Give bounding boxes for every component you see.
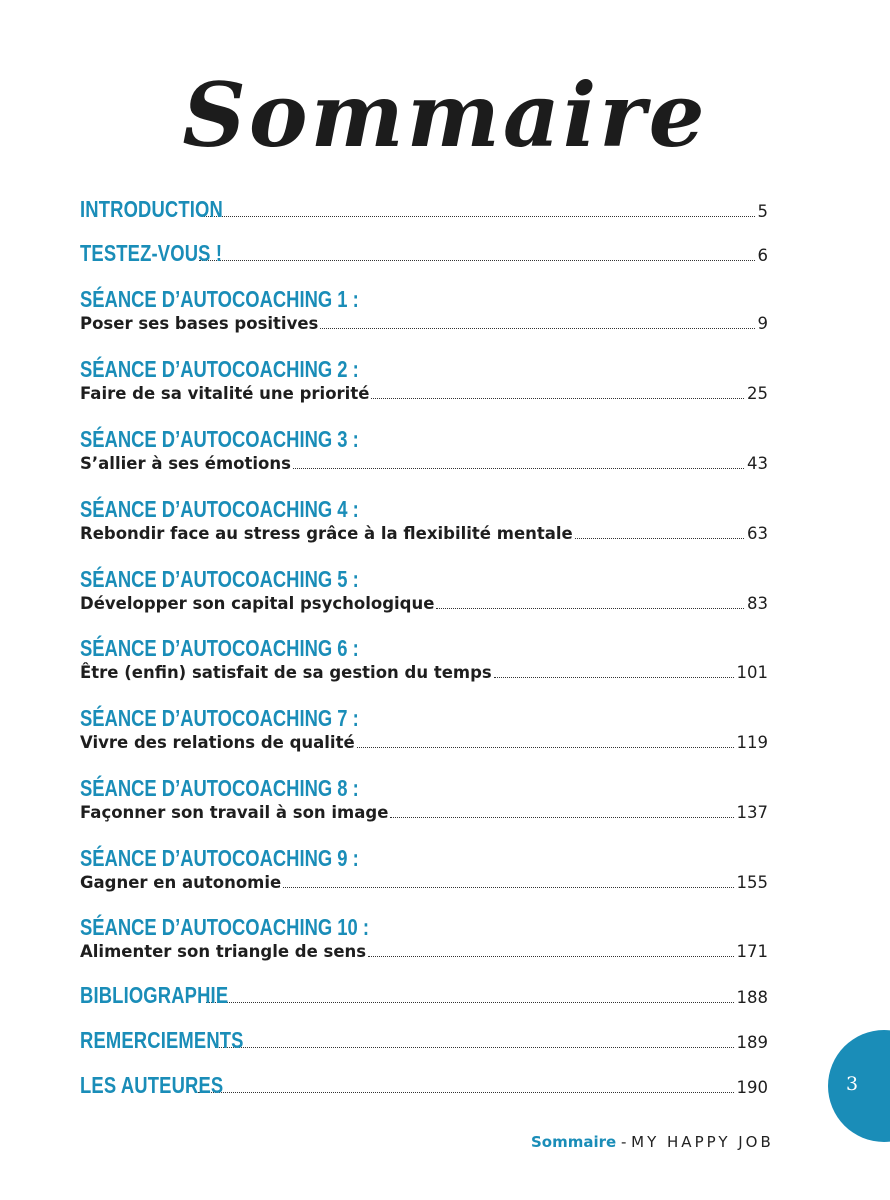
toc-page-number: 5 (757, 202, 768, 221)
session-heading: SÉANCE D’AUTOCOACHING 3 : (80, 426, 359, 452)
session-title: Poser ses bases positives (80, 314, 319, 333)
page-title: Sommaire (182, 63, 708, 167)
toc-page-number: 171 (736, 942, 768, 961)
toc-label: TESTEZ-VOUS ! (80, 240, 223, 266)
toc-leader (436, 608, 744, 609)
toc-page-number: 137 (736, 803, 768, 822)
toc-leader (198, 1092, 734, 1093)
toc-entry-session-7[interactable] (80, 703, 768, 753)
toc-page-number: 83 (747, 594, 768, 613)
toc-page-number: 190 (736, 1078, 768, 1097)
session-heading: SÉANCE D’AUTOCOACHING 6 : (80, 635, 359, 661)
toc-label: BIBLIOGRAPHIE (80, 982, 229, 1008)
toc-entry-session-1[interactable] (80, 284, 768, 334)
session-heading: SÉANCE D’AUTOCOACHING 10 : (80, 914, 369, 940)
session-title: Rebondir face au stress grâce à la flexibilité mentale (80, 524, 573, 543)
toc-leader (293, 468, 744, 469)
toc-leader (390, 817, 733, 818)
session-title: Vivre des relations de qualité (80, 733, 355, 752)
toc-leader (215, 1047, 734, 1048)
toc-page-number: 188 (736, 988, 768, 1007)
toc-entry-session-4[interactable] (80, 494, 768, 544)
session-heading: SÉANCE D’AUTOCOACHING 1 : (80, 286, 359, 312)
toc-page-number: 63 (747, 524, 768, 543)
toc-entry-session-6[interactable] (80, 633, 768, 683)
running-footer (531, 1133, 774, 1151)
toc-leader (371, 398, 744, 399)
toc-leader (320, 328, 754, 329)
session-title: Développer son capital psychologique (80, 594, 435, 613)
toc-page-number: 9 (757, 314, 768, 333)
toc-leader (283, 887, 733, 888)
toc-entry-session-8[interactable] (80, 773, 768, 823)
toc-entry-les-auteures[interactable] (80, 1072, 768, 1099)
footer-book-title: MY HAPPY JOB (631, 1133, 774, 1151)
toc-entry-session-3[interactable] (80, 424, 768, 474)
toc-leader (206, 1002, 734, 1003)
session-heading: SÉANCE D’AUTOCOACHING 2 : (80, 356, 359, 382)
session-heading: SÉANCE D’AUTOCOACHING 8 : (80, 775, 359, 801)
toc-entry-introduction[interactable] (80, 196, 768, 223)
session-title: Alimenter son triangle de sens (80, 942, 367, 961)
toc-leader (368, 956, 733, 957)
session-heading: SÉANCE D’AUTOCOACHING 4 : (80, 496, 359, 522)
toc-page-number: 43 (747, 454, 768, 473)
toc-entry-remerciements[interactable] (80, 1027, 768, 1054)
footer-section: Sommaire (531, 1133, 617, 1151)
session-heading: SÉANCE D’AUTOCOACHING 5 : (80, 566, 359, 592)
page-tab-circle (828, 1030, 890, 1142)
toc-entry-session-5[interactable] (80, 564, 768, 614)
toc-entry-bibliographie[interactable] (80, 982, 768, 1009)
toc-page-number: 6 (757, 246, 768, 265)
session-title: S’allier à ses émotions (80, 454, 291, 473)
session-title: Gagner en autonomie (80, 873, 282, 892)
toc-leader (199, 260, 755, 261)
toc-page-number: 155 (736, 873, 768, 892)
toc-page-number: 101 (736, 663, 768, 682)
toc-leader (575, 538, 744, 539)
toc-page-number: 189 (736, 1033, 768, 1052)
toc-entry-session-2[interactable] (80, 354, 768, 404)
toc-label: REMERCIEMENTS (80, 1027, 244, 1053)
toc-page-number: 119 (736, 733, 768, 752)
toc-entry-session-9[interactable] (80, 843, 768, 893)
toc-leader (494, 677, 734, 678)
toc-entry-session-10[interactable] (80, 912, 768, 962)
toc-label: INTRODUCTION (80, 196, 223, 222)
session-heading: SÉANCE D’AUTOCOACHING 7 : (80, 705, 359, 731)
session-heading: SÉANCE D’AUTOCOACHING 9 : (80, 845, 359, 871)
toc-leader (202, 216, 755, 217)
page-number: 3 (846, 1073, 859, 1095)
session-title: Faire de sa vitalité une priorité (80, 384, 370, 403)
session-title: Façonner son travail à son image (80, 803, 389, 822)
toc-page-number: 25 (747, 384, 768, 403)
toc-leader (357, 747, 734, 748)
table-of-contents (80, 0, 768, 1200)
toc-label: LES AUTEURES (80, 1072, 224, 1098)
toc-entry-testez-vous[interactable] (80, 240, 768, 267)
session-title: Être (enfin) satisfait de sa gestion du temps (80, 663, 492, 682)
footer-separator: - (616, 1133, 632, 1151)
